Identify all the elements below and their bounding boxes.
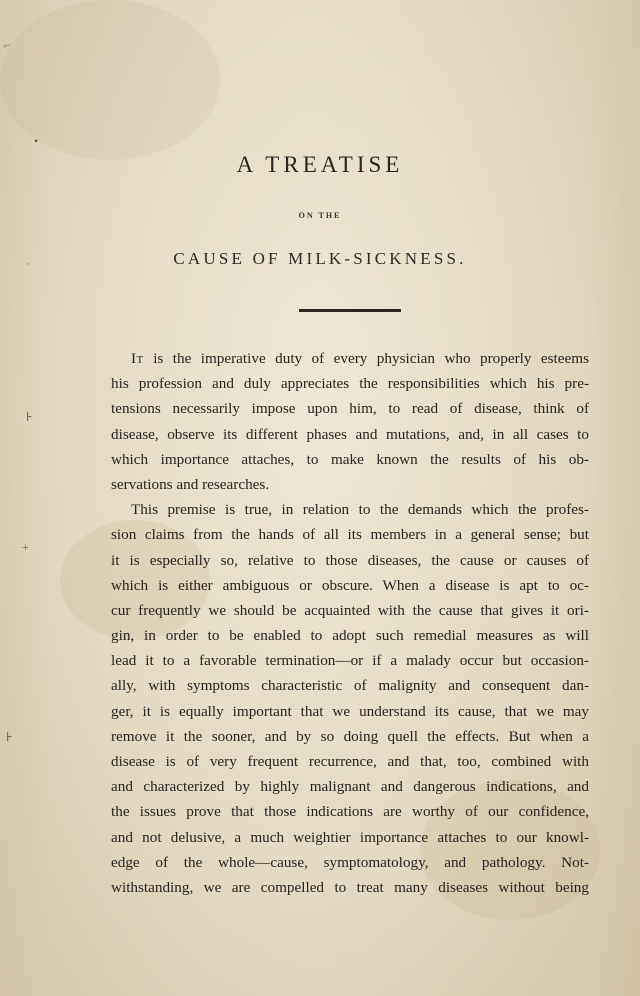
text-line: tensions necessarily impose upon him, to read of disease, think of xyxy=(111,400,589,418)
text-line: It is the imperative duty of every physician who properly esteems xyxy=(131,350,589,367)
document-title: A TREATISE xyxy=(236,152,404,177)
text-line: servations and researches. xyxy=(111,475,270,493)
text-line: ger, it is equally important that we understand its cause, that we may xyxy=(111,702,589,720)
text-line: it is especially so, relative to those diseases, the cause or causes of xyxy=(111,551,589,569)
text-line: This premise is true, in relation to the demands which the profes- xyxy=(131,501,589,519)
text-line: which is either ambiguous or obscure. When a disease is apt to oc- xyxy=(111,576,589,594)
text-line: gin, in order to be enabled to adopt such remedial measures as will xyxy=(111,627,589,645)
text-line: his profession and duly appreciates the responsibilities which his pre- xyxy=(111,375,589,393)
margin-mark: • xyxy=(34,134,39,148)
body-text xyxy=(111,346,589,900)
text-line: withstanding, we are compelled to treat many diseases without being xyxy=(111,878,589,896)
margin-mark: ⌐ xyxy=(4,38,11,52)
margin-mark: + xyxy=(22,540,29,554)
text-line: and not delusive, a much weightier importance attaches to our knowl- xyxy=(111,828,589,846)
text-line: the issues prove that those indications are worthy of our confidence, xyxy=(111,803,589,821)
text-line: edge of the whole—cause, symptomatology, and pathology. Not- xyxy=(111,853,589,871)
text-line: disease is of very frequent recurrence, and that, too, combined with xyxy=(111,753,589,770)
text-line: which importance attaches, to make known the results of his ob- xyxy=(111,450,589,468)
text-line: disease, observe its different phases and mutations, and, in all cases to xyxy=(111,425,589,443)
margin-mark: ˙ xyxy=(26,260,30,274)
text-line: lead it to a favorable termination—or if a malady occur but occasion- xyxy=(111,652,589,670)
text-line: and characterized by highly malignant and dangerous indications, and xyxy=(111,778,589,796)
text-line: sion claims from the hands of all its members in a general sense; but xyxy=(111,526,589,544)
paper-stain xyxy=(0,0,220,160)
drop-word: It xyxy=(131,350,144,367)
margin-mark: ⊦ xyxy=(6,730,13,744)
title-divider-rule xyxy=(299,309,401,312)
margin-mark: ⊦ xyxy=(26,410,33,424)
text-line: ally, with symptoms characteristic of malignity and consequent dan- xyxy=(111,677,589,695)
text-line: cur frequently we should be acquainted with the cause that gives it ori- xyxy=(111,601,589,619)
text-line: remove it the sooner, and by so doing quell the effects. But when a xyxy=(111,727,589,745)
document-subtitle: CAUSE OF MILK-SICKNESS. xyxy=(173,249,467,268)
document-subtitle-connector: ON THE xyxy=(298,211,342,220)
